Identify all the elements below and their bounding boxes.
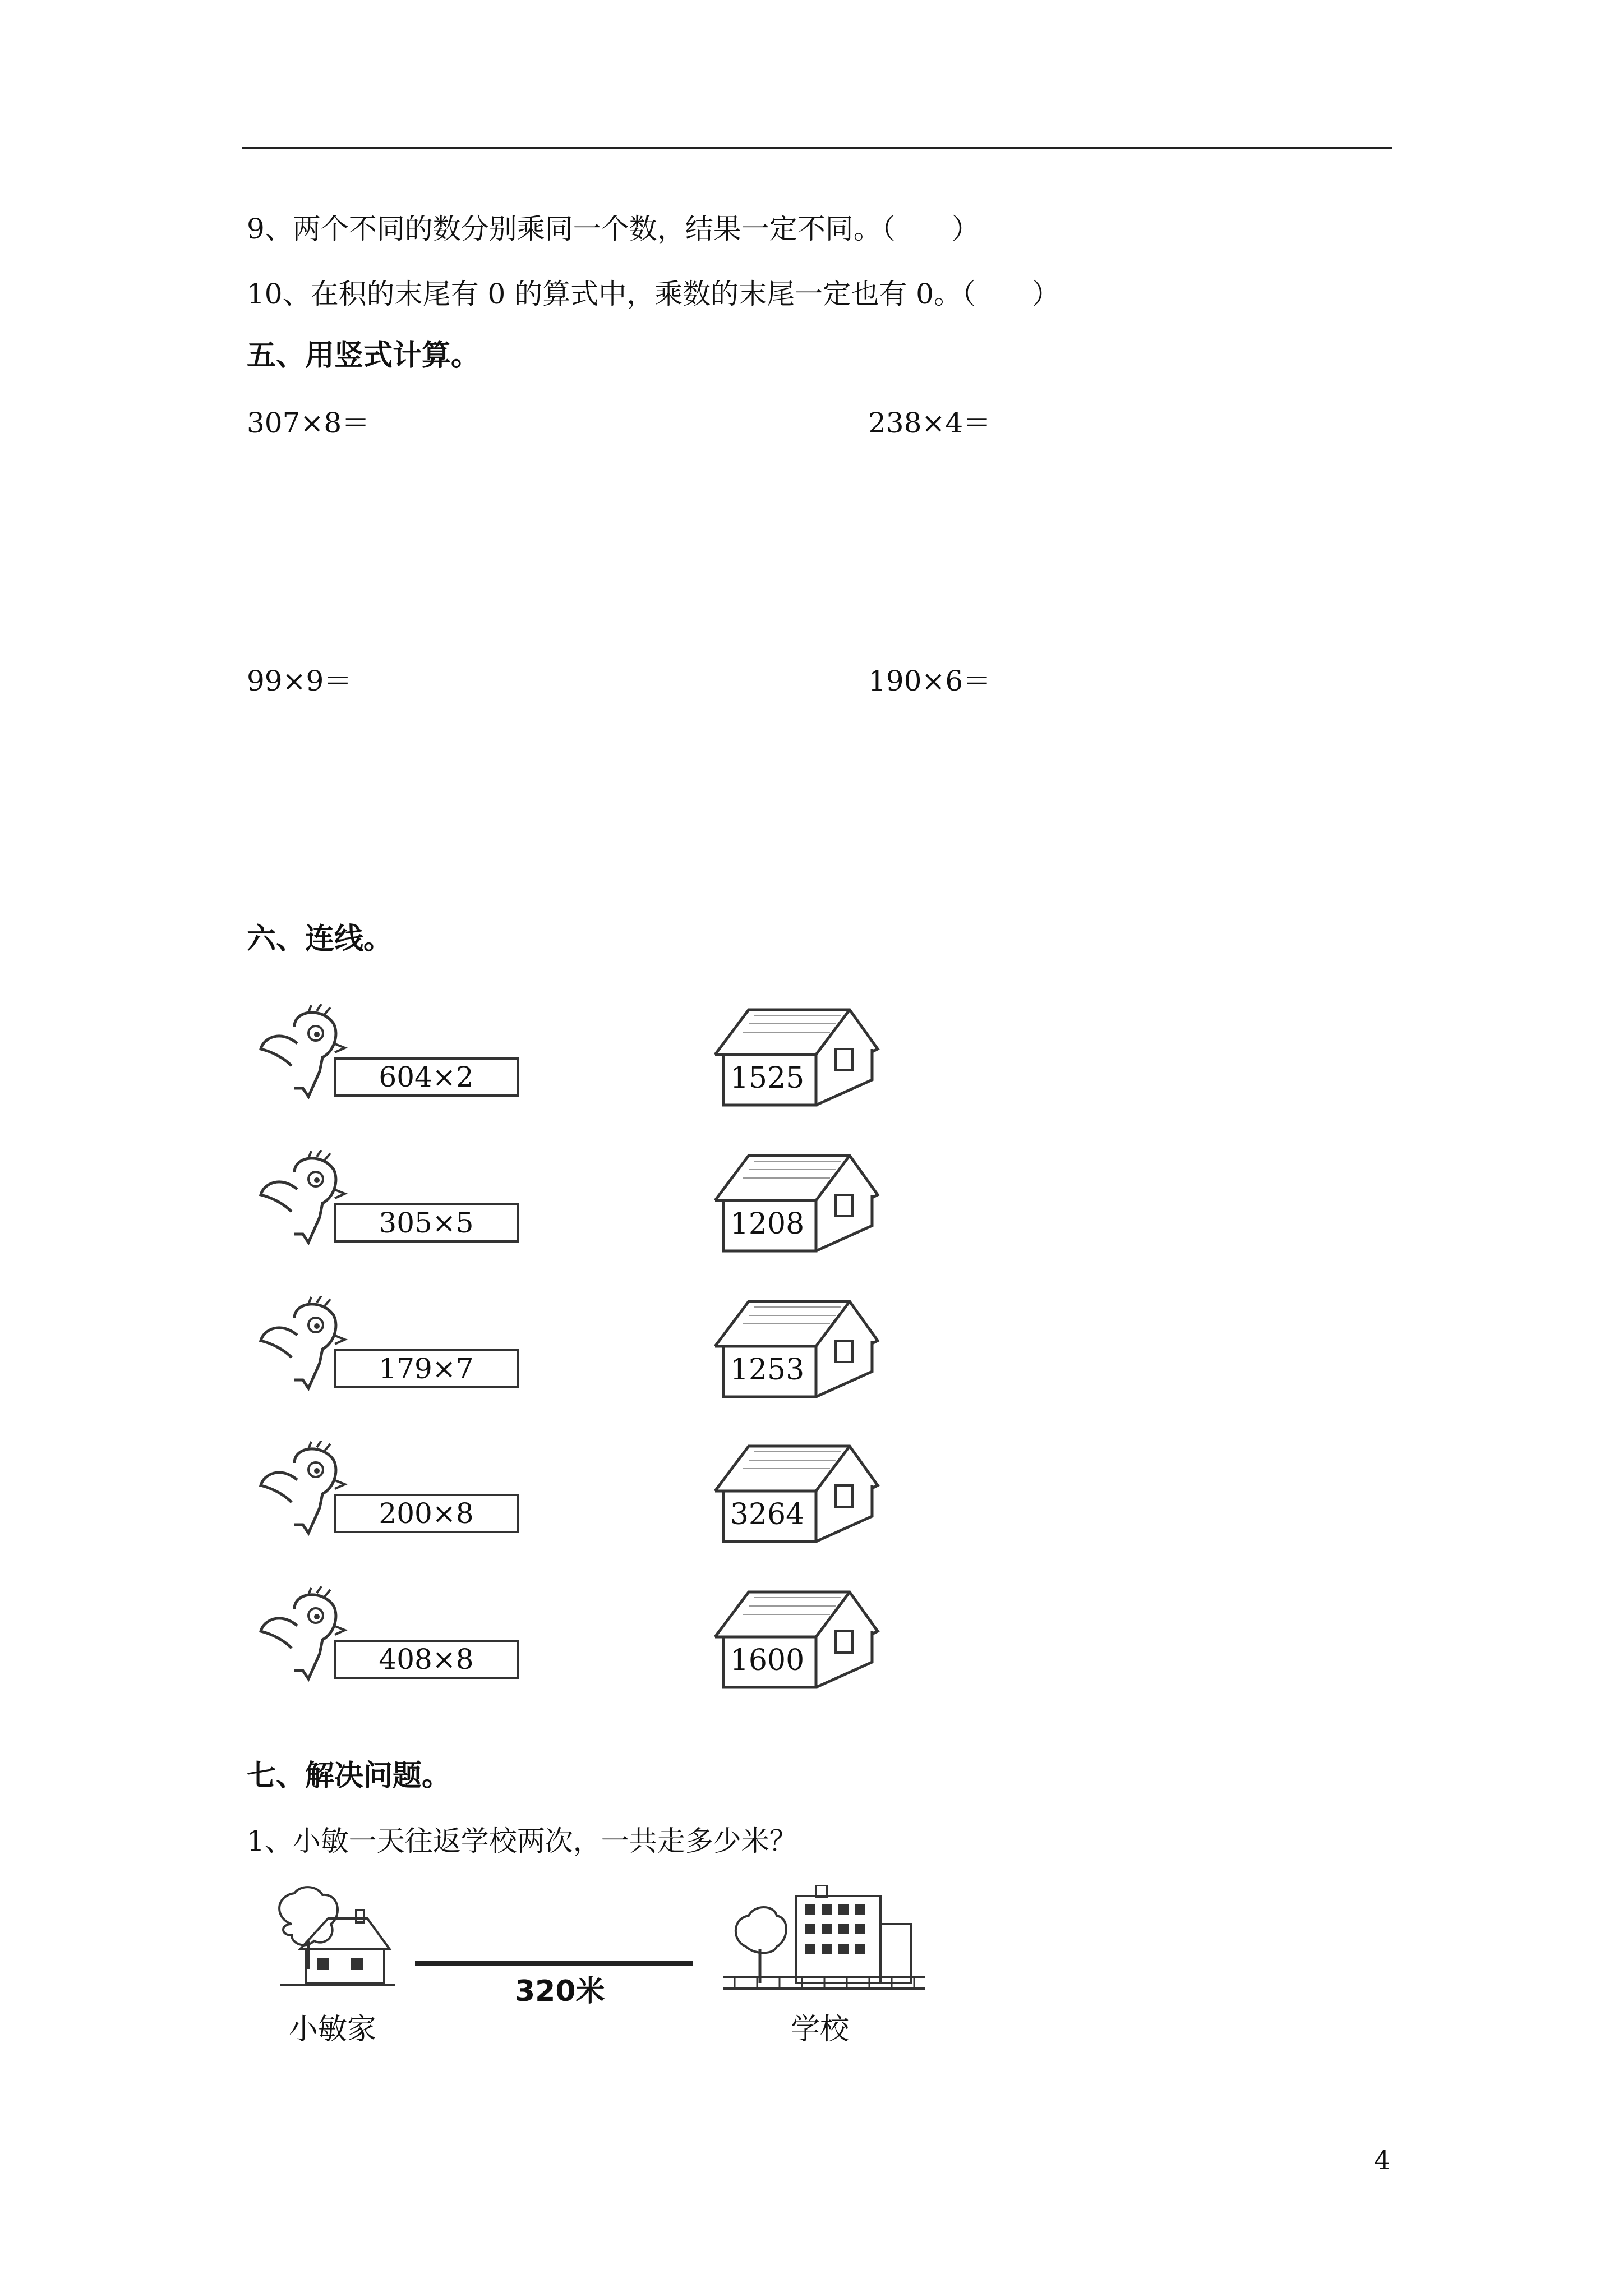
bird-expression: 179×7 — [334, 1349, 519, 1388]
home-label: 小敏家 — [289, 2013, 377, 2046]
house-value: 3264 — [730, 1498, 805, 1531]
house-card-4[interactable] — [709, 1441, 895, 1547]
calc-problem-2: 238×4＝ — [868, 407, 992, 439]
house-card-5[interactable] — [709, 1586, 895, 1693]
bird-card-2[interactable] — [255, 1150, 536, 1262]
bird-card-4[interactable] — [255, 1441, 536, 1553]
section-5-title: 五、用竖式计算。 — [247, 339, 481, 372]
bird-card-3[interactable] — [255, 1296, 536, 1408]
bird-expression: 305×5 — [334, 1203, 519, 1243]
bird-card-1[interactable] — [255, 1004, 536, 1116]
problem-1: 1、小敏一天往返学校两次，一共走多少米？ — [247, 1825, 797, 1857]
question-9: 9、两个不同的数分别乘同一个数，结果一定不同。（ ） — [247, 213, 980, 245]
bird-card-5[interactable] — [255, 1586, 536, 1699]
road-line — [415, 1958, 695, 1969]
calc-problem-4: 190×6＝ — [868, 665, 992, 697]
school-label: 学校 — [791, 2013, 850, 2046]
house-value: 1525 — [730, 1061, 805, 1095]
school-icon — [723, 1885, 937, 2019]
calc-problem-3: 99×9＝ — [247, 665, 352, 697]
section-6-title: 六、连线。 — [247, 922, 393, 956]
house-card-2[interactable] — [709, 1150, 895, 1257]
house-value: 1208 — [730, 1207, 805, 1241]
bird-expression: 408×8 — [334, 1640, 519, 1679]
question-10: 10、在积的末尾有 0 的算式中，乘数的末尾一定也有 0。（ ） — [247, 278, 1060, 310]
house-card-1[interactable] — [709, 1004, 895, 1111]
calc-problem-1: 307×8＝ — [247, 407, 370, 439]
house-card-3[interactable] — [709, 1296, 895, 1402]
header-rule — [242, 147, 1392, 149]
page-number: 4 — [1374, 2145, 1391, 2175]
section-7-title: 七、解决问题。 — [247, 1759, 451, 1793]
house-value: 1600 — [730, 1644, 805, 1677]
bird-expression: 604×2 — [334, 1057, 519, 1097]
bird-expression: 200×8 — [334, 1494, 519, 1533]
distance-label: 320米 — [515, 1975, 605, 2008]
house-value: 1253 — [730, 1353, 805, 1387]
